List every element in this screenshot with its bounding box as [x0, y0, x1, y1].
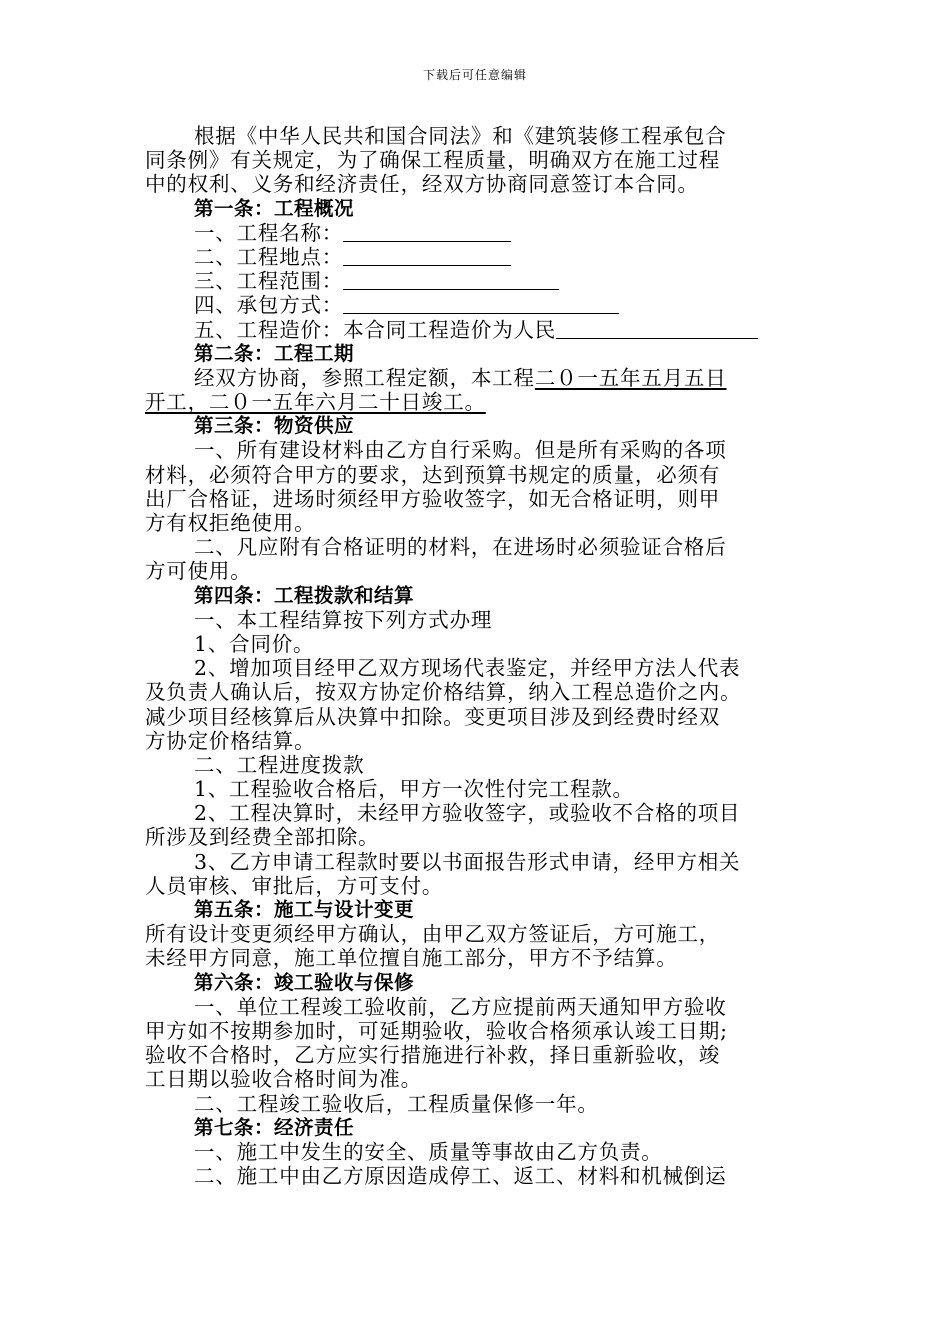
project-scope-row: [145, 269, 810, 293]
article-3-line: 一、所有建设材料由乙方自行采购。但是所有采购的各项: [194, 438, 727, 463]
project-location-row: [145, 245, 810, 269]
article-4-line: 及负责人确认后，按双方协定价格结算，纳入工程总造价之内。: [145, 680, 742, 705]
article-2-title: 第二条：工程工期: [194, 341, 355, 365]
article-3-line: 方有权拒绝使用。: [145, 511, 316, 535]
project-price-text: 本合同工程造价为人民: [343, 317, 557, 342]
contract-method-row: [145, 293, 810, 317]
article-6-line: 一、单位工程竣工验收前，乙方应提前两天通知甲方验收: [194, 994, 727, 1019]
article-3-line: 出厂合格证，进场时须经甲方验收签字，如无合格证明，则甲: [145, 486, 721, 511]
project-scope-label: 三、工程范围：: [194, 269, 344, 294]
project-location-label: 二、工程地点：: [194, 244, 344, 269]
article-4-line: 1、工程验收合格后，甲方一次性付完工程款。: [194, 777, 634, 802]
article-4-line: 减少项目经核算后从决算中扣除。变更项目涉及到经费时经双: [145, 704, 721, 729]
article-7-line: 二、施工中由乙方原因造成停工、返工、材料和机械倒运: [194, 1164, 727, 1189]
article-1-title: 第一条：工程概况: [194, 196, 355, 220]
article-4-line: 2、工程决算时，未经甲方验收签字，或验收不合格的项目: [194, 801, 741, 826]
article-3-title: 第三条：物资供应: [194, 414, 355, 438]
contract-method-blank: [343, 294, 619, 314]
article-6-line: 甲方如不按期参加时，可延期验收，验收合格须承认竣工日期;: [145, 1018, 728, 1043]
project-scope-blank: [343, 270, 559, 290]
article-4-line: 1、合同价。: [194, 631, 315, 656]
article-6-line: 验收不合格时，乙方应实行措施进行补救，择日重新验收，竣: [145, 1043, 721, 1068]
article-6-line: 二、工程竣工验收后，工程质量保修一年。: [194, 1091, 599, 1116]
article-4-line: 所涉及到经费全部扣除。: [145, 825, 380, 850]
article-4-line: 人员审核、审批后，方可支付。: [145, 873, 444, 898]
page-header: 下载后可任意编辑: [422, 68, 527, 82]
article-5-title: 第五条：施工与设计变更: [194, 898, 415, 921]
preamble-line: 中的权利、义务和经济责任，经双方协商同意签订本合同。: [145, 172, 699, 197]
schedule-text: 经双方协商，参照工程定额，本工程: [194, 365, 535, 390]
article-3-line: 方可使用。: [145, 559, 252, 584]
schedule-row: [145, 366, 810, 390]
article-6-line: 工日期以验收合格时间为准。: [145, 1067, 422, 1092]
project-name-blank: [343, 222, 511, 242]
contract-body: [145, 124, 810, 1188]
article-6-title: 第六条：竣工验收与保修: [194, 970, 415, 994]
article-3-line: 材料，必须符合甲方的要求，达到预算书规定的质量，必须有: [145, 462, 721, 487]
project-price-label: 五、工程造价：: [194, 317, 344, 342]
project-price-row: [145, 318, 810, 342]
contract-method-label: 四、承包方式：: [194, 293, 344, 318]
project-name-label: 一、工程名称：: [194, 220, 344, 245]
article-4-title: 第四条：工程拨款和结算: [194, 583, 415, 607]
article-3-line: 二、凡应附有合格证明的材料，在进场时必须验证合格后: [194, 535, 727, 560]
start-date: 二０一五年五月五日: [534, 365, 727, 390]
schedule-row: [145, 390, 810, 414]
article-5-line: 未经甲方同意，施工单位擅自施工部分，甲方不予结算。: [145, 946, 678, 971]
article-4-line: 方协定价格结算。: [145, 728, 316, 753]
preamble-line: 同条例》有关规定，为了确保工程质量，明确双方在施工过程: [145, 148, 721, 173]
project-name-row: [145, 221, 810, 245]
article-5-line: 所有设计变更须经甲方确认，由甲乙双方签证后，方可施工，: [145, 922, 721, 947]
article-4-line: 二、工程进度拨款: [194, 752, 365, 777]
preamble-line: 根据《中华人民共和国合同法》和《建筑装修工程承包合: [194, 124, 727, 148]
article-4-line: 一、本工程结算按下列方式办理: [194, 607, 493, 632]
article-7-line: 一、施工中发生的安全、质量等事故由乙方负责。: [194, 1139, 663, 1164]
project-location-blank: [343, 246, 511, 266]
completion-date: 开工，二０一五年六月二十日竣工。: [145, 390, 486, 415]
article-7-title: 第七条：经济责任: [194, 1115, 355, 1139]
article-4-line: 3、乙方申请工程款时要以书面报告形式申请，经甲方相关: [194, 849, 741, 874]
article-4-line: 2、增加项目经甲乙双方现场代表鉴定，并经甲方法人代表: [194, 656, 741, 681]
project-price-blank: [556, 319, 758, 339]
